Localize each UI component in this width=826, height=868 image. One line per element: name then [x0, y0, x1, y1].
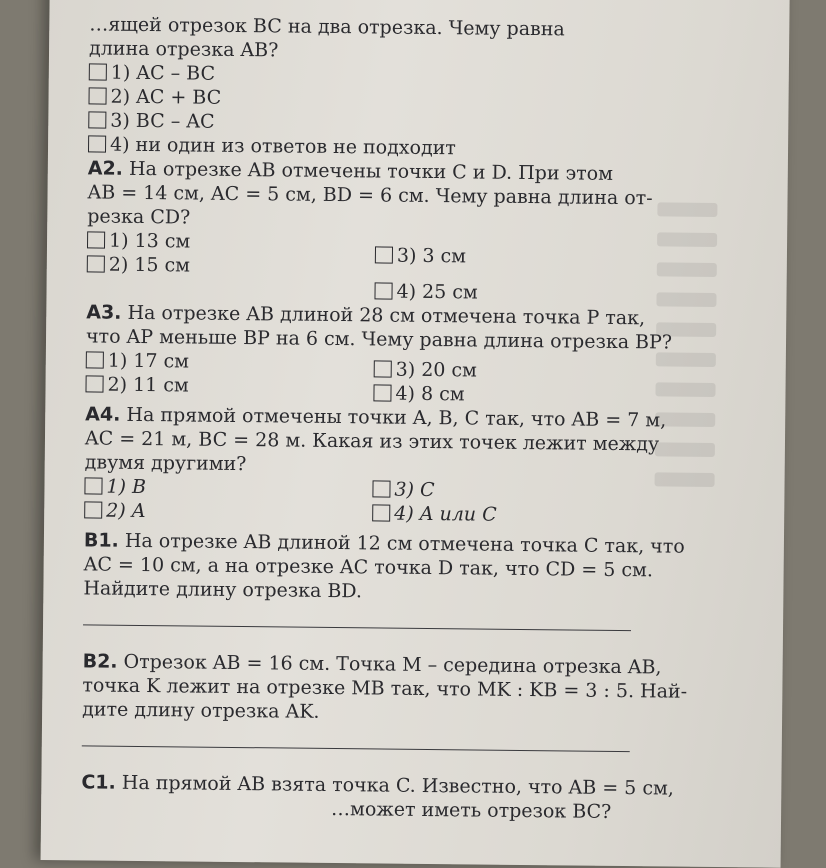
- a1-option-3[interactable]: 3) BC – AC: [88, 108, 688, 138]
- b2-line-3: дите длину отрезка AK.: [82, 698, 320, 723]
- a4-option-row-2: [84, 498, 684, 528]
- a4-option-3[interactable]: 3) C: [372, 477, 434, 502]
- checkbox[interactable]: [372, 480, 390, 497]
- a1-line-2: длина отрезка AB?: [88, 37, 279, 62]
- a3-option-row-2: [85, 372, 685, 406]
- checkbox[interactable]: [87, 255, 105, 272]
- b1-answer-line[interactable]: [83, 624, 631, 631]
- a3-option-3[interactable]: 3) 20 см: [374, 357, 477, 382]
- question-number: B2.: [82, 650, 118, 673]
- question-number: A4.: [85, 403, 121, 426]
- c1-line-2: …может иметь отрезок BC?: [331, 797, 612, 823]
- checkbox[interactable]: [88, 135, 106, 152]
- a2-option-1[interactable]: 1) 13 см: [87, 229, 190, 252]
- a1-line-1: …ящей отрезок BC на два отрезка. Чему равна: [89, 13, 565, 41]
- b1-line-1: B1. На отрезке AB длиной 12 см отмечена точка C так, что: [83, 529, 685, 558]
- workbook-page: [41, 0, 790, 868]
- a4-option-4[interactable]: 4) A или C: [372, 501, 497, 526]
- a1-option-2[interactable]: 2) AC + BC: [88, 84, 688, 114]
- a2-line-1: A2. На отрезке AB отмечены точки C и D. При этом: [87, 157, 614, 185]
- a3-option-2[interactable]: 2) 11 см: [85, 373, 188, 396]
- a2-line-2: AB = 14 см, AC = 5 см, BD = 6 см. Чему равна длина от-: [87, 181, 653, 210]
- question-number: A2.: [87, 157, 124, 180]
- a2-option-2[interactable]: 2) 15 см: [87, 253, 190, 276]
- c1-line-1: C1. На прямой AB взята точка C. Известно, что AB = 5 см,: [81, 771, 674, 800]
- a2-option-4[interactable]: 4) 25 см: [374, 279, 477, 304]
- checkbox[interactable]: [88, 111, 106, 128]
- checkbox[interactable]: [85, 375, 103, 392]
- b1-line-3: Найдите длину отрезка BD.: [83, 577, 363, 603]
- a3-option-1[interactable]: 1) 17 см: [86, 349, 189, 372]
- checkbox[interactable]: [84, 477, 102, 494]
- a4-option-2[interactable]: 2) A: [84, 499, 145, 522]
- a3-line-2: что AP меньше BP на 6 см. Чему равна длина отрезка BP?: [85, 325, 673, 354]
- a4-line-3: двумя другими?: [84, 451, 247, 476]
- question-number: C1.: [81, 771, 116, 794]
- checkbox[interactable]: [89, 63, 107, 80]
- a3-line-1: A3. На отрезке AB длиной 28 см отмечена точка P так,: [86, 301, 646, 330]
- checkbox[interactable]: [88, 87, 106, 104]
- b1-line-2: AC = 10 см, а на отрезке AC точка D так, что CD = 5 см.: [83, 553, 654, 582]
- a4-option-1[interactable]: 1) B: [84, 475, 146, 498]
- checkbox[interactable]: [373, 384, 391, 401]
- question-number: B1.: [83, 529, 119, 552]
- checkbox[interactable]: [375, 246, 393, 263]
- a2-option-3[interactable]: 3) 3 см: [375, 243, 466, 268]
- checkbox[interactable]: [372, 504, 390, 521]
- b2-answer-line[interactable]: [82, 745, 630, 752]
- a2-line-3: резка CD?: [87, 205, 191, 229]
- question-number: A3.: [86, 301, 122, 324]
- a1-option-1[interactable]: 1) AC – BC: [89, 60, 689, 90]
- checkbox[interactable]: [87, 231, 105, 248]
- a4-line-1: A4. На прямой отмечены точки A, B, C так, что AB = 7 м,: [85, 403, 667, 432]
- b2-line-2: точка K лежит на отрезке MB так, что MK : KB = 3 : 5. Най-: [82, 674, 688, 703]
- checkbox[interactable]: [374, 282, 392, 299]
- a3-option-4[interactable]: 4) 8 см: [373, 381, 464, 406]
- a4-line-2: AC = 21 м, BC = 28 м. Какая из этих точек лежит между: [84, 427, 660, 456]
- checkbox[interactable]: [86, 351, 104, 368]
- a1-option-4[interactable]: 4) ни один из ответов не подходит: [88, 132, 688, 162]
- page-content: [81, 12, 689, 824]
- checkbox[interactable]: [84, 501, 102, 518]
- b2-line-1: B2. Отрезок AB = 16 см. Точка M – середина отрезка AB,: [82, 650, 662, 679]
